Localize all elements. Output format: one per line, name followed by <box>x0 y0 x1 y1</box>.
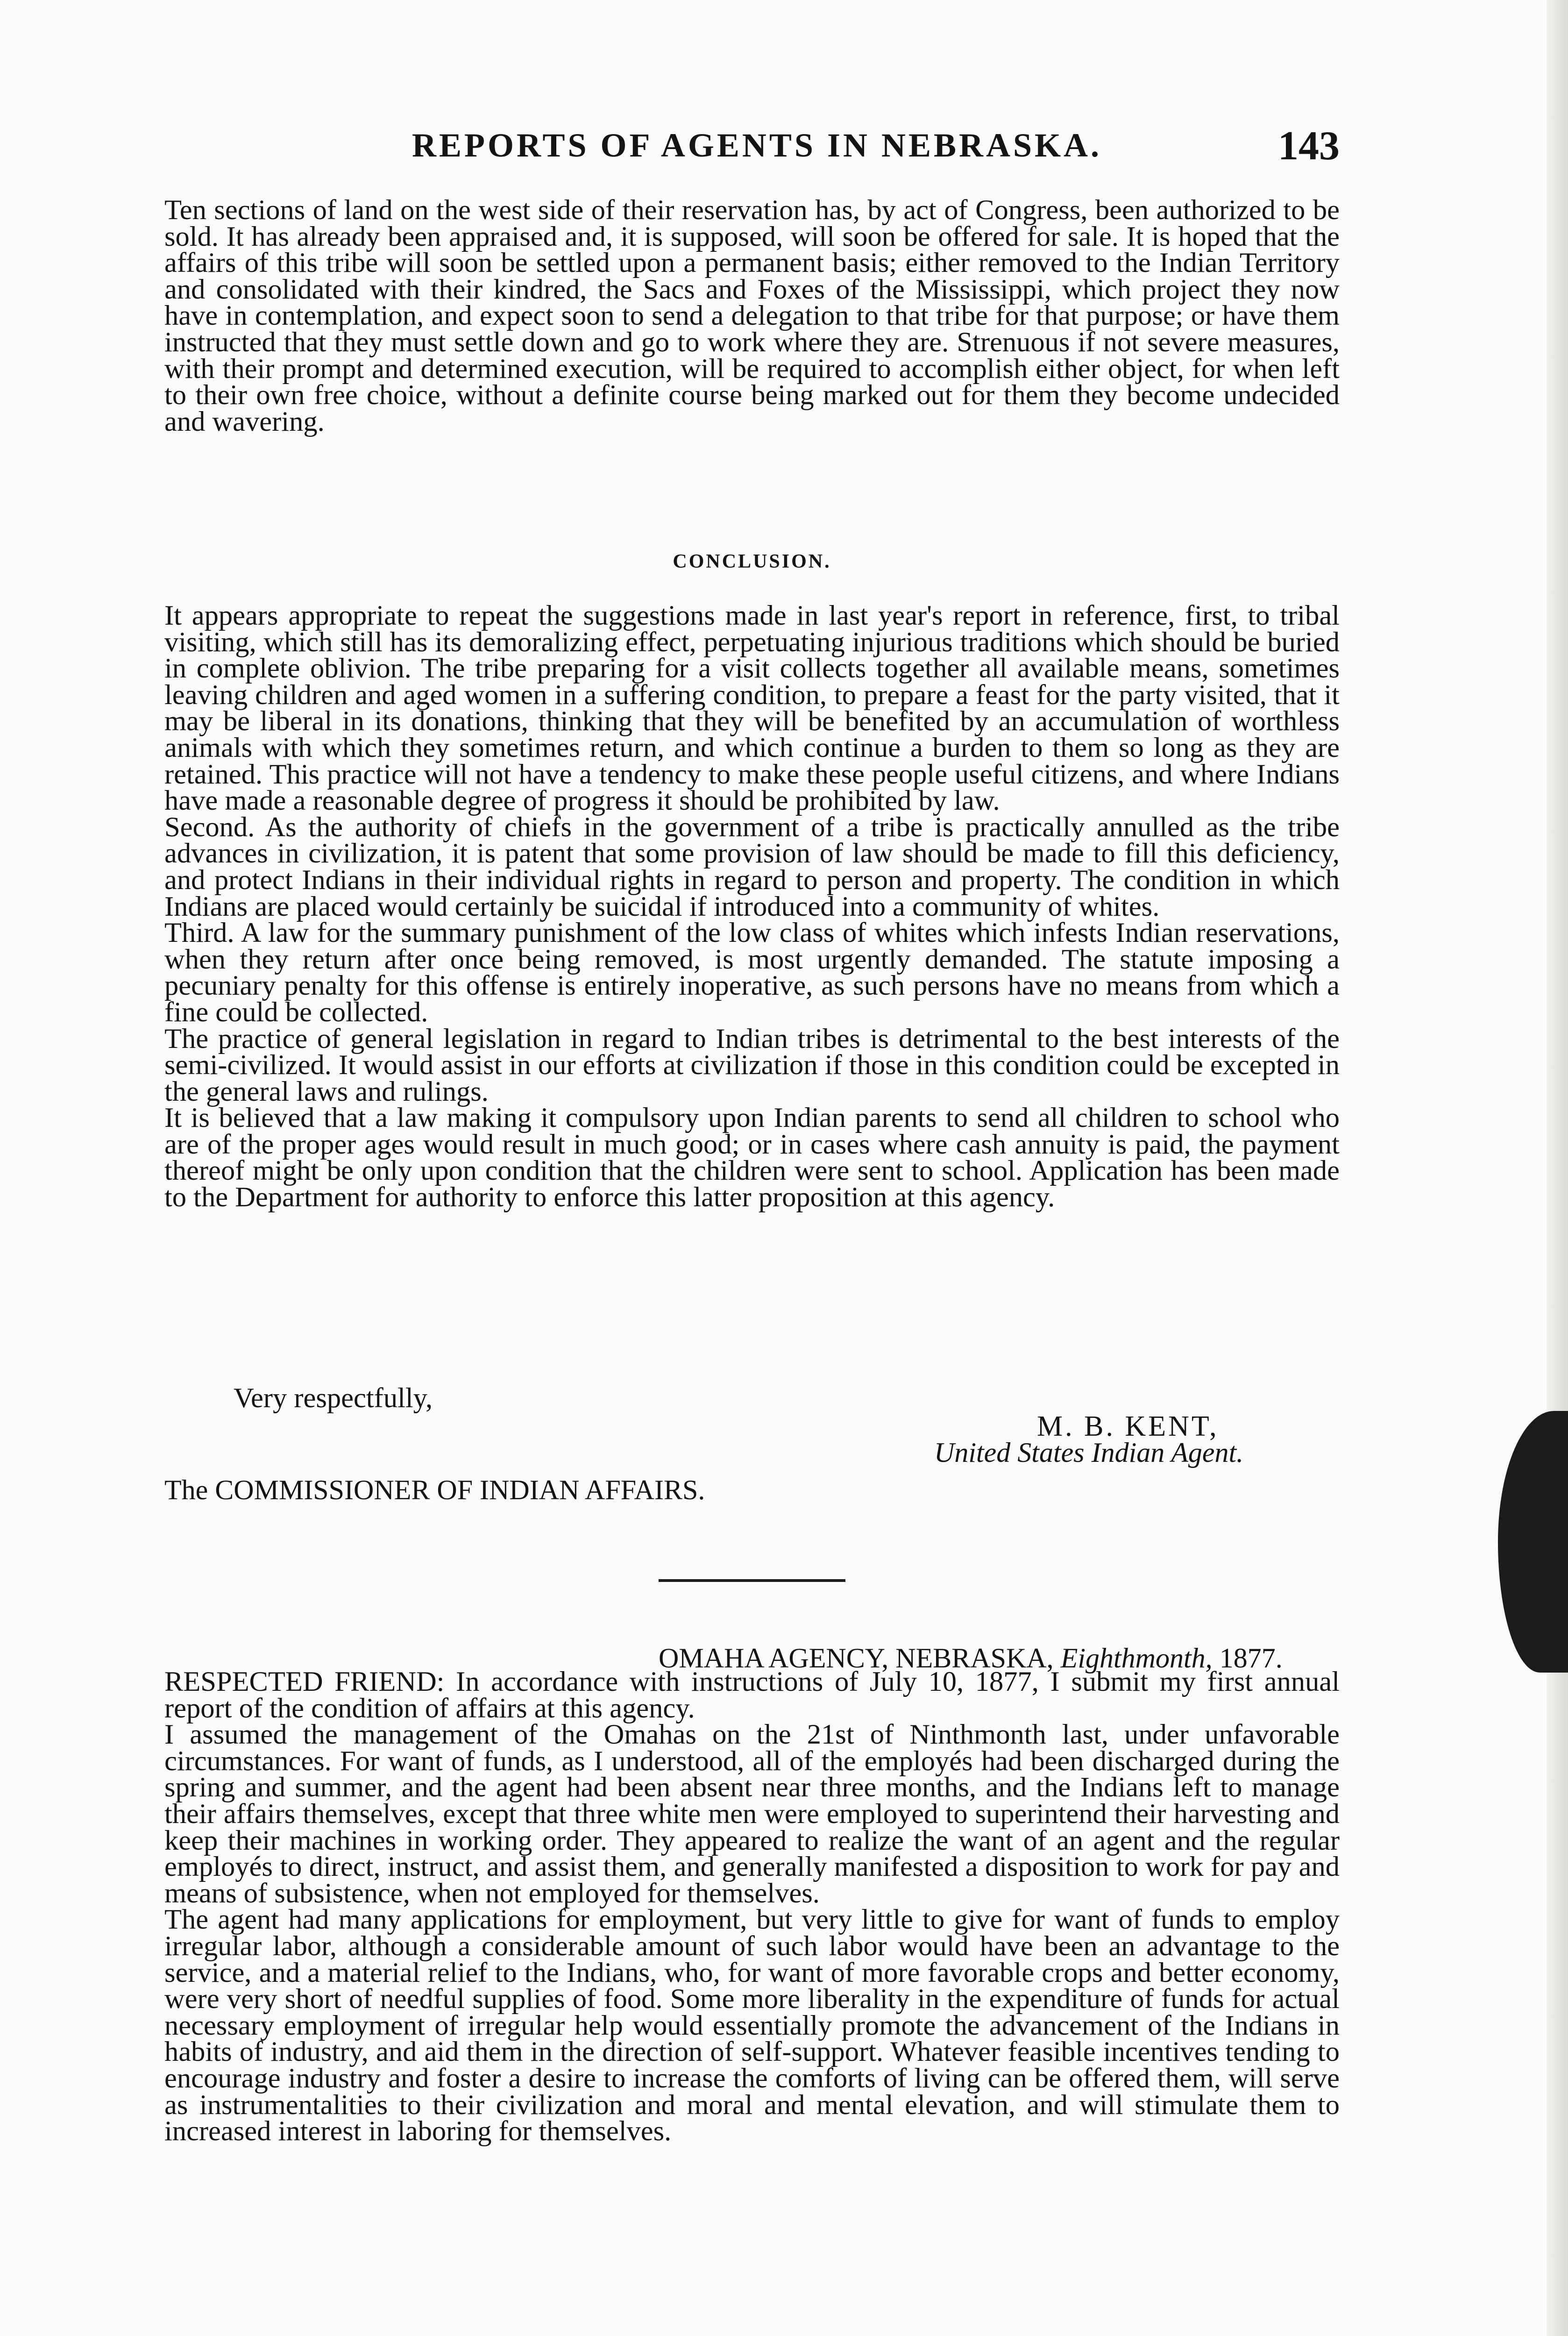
ink-blot-mark <box>1498 1411 1568 1673</box>
addressee: The COMMISSIONER OF INDIAN AFFAIRS. <box>164 1474 705 1505</box>
dateline-month: Eighthmonth, <box>1060 1643 1213 1674</box>
page-number: 143 <box>1278 123 1340 169</box>
letter-paragraph-1: I assumed the management of the Omahas on the 21st of Ninthmonth last, under unfavorable circumstances. For want of funds, as I understood, all of the employés had been discharged during the spring and summer, and the agent had been absent near three months, and the Indians left to manage their affairs themselves, except that three white men were employed to superintend their harvesting and keep their machines in working order. They appeared to realize the want of an agent and the regular employés to direct, instruct, and assist them, and generally manifested a disposition to work for pay and means of subsistence, when not employed for themselves. <box>164 1719 1340 1909</box>
letter-paragraph-2: The agent had many applications for employment, but very little to give for want of funds to employ irregular labor, although a considerable amount of such labor would have been an advantage to the service, and a material relief to the Indians, who, for want of more favorable crops and better economy, were very short of needful supplies of food. Some more liberality in the expenditure of funds for actual necessary employment of irregular help would essentially promote the advancement of the Indians in habits of industry, and aid them in the direction of self-support. Whatever feasible incentives tending to encourage industry and foster a desire to increase the comforts of living can be offered them, will serve as instrumentalities to their civilization and moral and mental elevation, and will stimulate them to increased interest in laboring for themselves. <box>164 1904 1340 2147</box>
omaha-letter-body <box>164 1666 1340 2147</box>
letter-opening <box>164 1666 1340 1724</box>
dateline-year: 1877. <box>1219 1643 1283 1674</box>
conclusion-section <box>164 600 1340 1213</box>
letter-opening-text: In accordance with instructions of July 10, 1877, I submit my first annual report of the condition of affairs at this agency. <box>164 1666 1340 1724</box>
paragraph-land-sale <box>164 194 1340 437</box>
section-heading-conclusion: CONCLUSION. <box>673 551 831 572</box>
dateline-place: OMAHA AGENCY, NEBRASKA, <box>659 1643 1054 1674</box>
conclusion-paragraph-1: It appears appropriate to repeat the suggestions made in last year's report in reference, first, to tribal visiting, which still has its demoralizing effect, perpetuating injurious traditions which should be buried in complete oblivion. The tribe preparing for a visit collects together all available means, sometimes leaving children and aged women in a suffering condition, to prepare a feast for the party visited, that it may be liberal in its donations, thinking that they will be benefited by an accumulation of worthless animals with which they sometimes return, and which continue a burden to them so long as they are retained. This practice will not have a tendency to make these people useful citizens, and where Indians have made a reasonable degree of progress it should be prohibited by law. <box>164 600 1340 817</box>
running-head: REPORTS OF AGENTS IN NEBRASKA. <box>412 127 1102 164</box>
conclusion-paragraph-2: Second. As the authority of chiefs in the government of a tribe is practically annulled as the tribe advances in civilization, it is patent that some provision of law should be made to fill this deficiency, and protect Indians in their individual rights in regard to person and property. The condition in which Indians are placed would certainly be suicidal if introduced into a community of whites. <box>164 811 1340 922</box>
conclusion-paragraph-4: The practice of general legislation in regard to Indian tribes is detrimental to the best interests of the semi-civilized. It would assist in our efforts at civilization if those in this condition could be excepted in the general laws and rulings. <box>164 1023 1340 1107</box>
conclusion-paragraph-5: It is believed that a law making it compulsory upon Indian parents to send all children to school who are of the proper ages would result in much good; or in cases where cash annuity is paid, the payment thereof might be only upon condition that the children were sent to school. Application has been made to the Department for authority to enforce this latter proposition at this agency. <box>164 1102 1340 1213</box>
signature-title: United States Indian Agent. <box>934 1437 1244 1468</box>
closing-salutation: Very respectfully, <box>234 1382 433 1414</box>
page-edge-shadow <box>1547 0 1568 2336</box>
page-header <box>164 122 1340 178</box>
signature-name: M. B. KENT, <box>1037 1410 1219 1442</box>
conclusion-paragraph-3: Third. A law for the summary punishment of the low class of whites which infests Indian reservations, when they return after once being removed, is most urgently demanded. The statute imposing a pecuniary penalty for this offense is entirely inoperative, as such persons have no means from which a fine could be collected. <box>164 917 1340 1028</box>
letter-salutation: RESPECTED FRIEND: <box>164 1666 445 1697</box>
body-paragraph: Ten sections of land on the west side of their reservation has, by act of Congress, been authorized to be sold. It has already been appraised and, it is supposed, will soon be offered for sale. It is hoped that the affairs of this tribe will soon be settled upon a permanent basis; either removed to the Indian Territory and consolidated with their kindred, the Sacs and Foxes of the Mississippi, which project they now have in contemplation, and expect soon to send a delegation to that tribe for that purpose; or have them instructed that they must settle down and go to work where they are. Strenuous if not severe measures, with their prompt and determined execution, will be required to accomplish either object, for when left to their own free choice, without a definite course being marked out for them they become undecided and wavering. <box>164 194 1340 437</box>
section-divider-rule <box>659 1579 845 1582</box>
